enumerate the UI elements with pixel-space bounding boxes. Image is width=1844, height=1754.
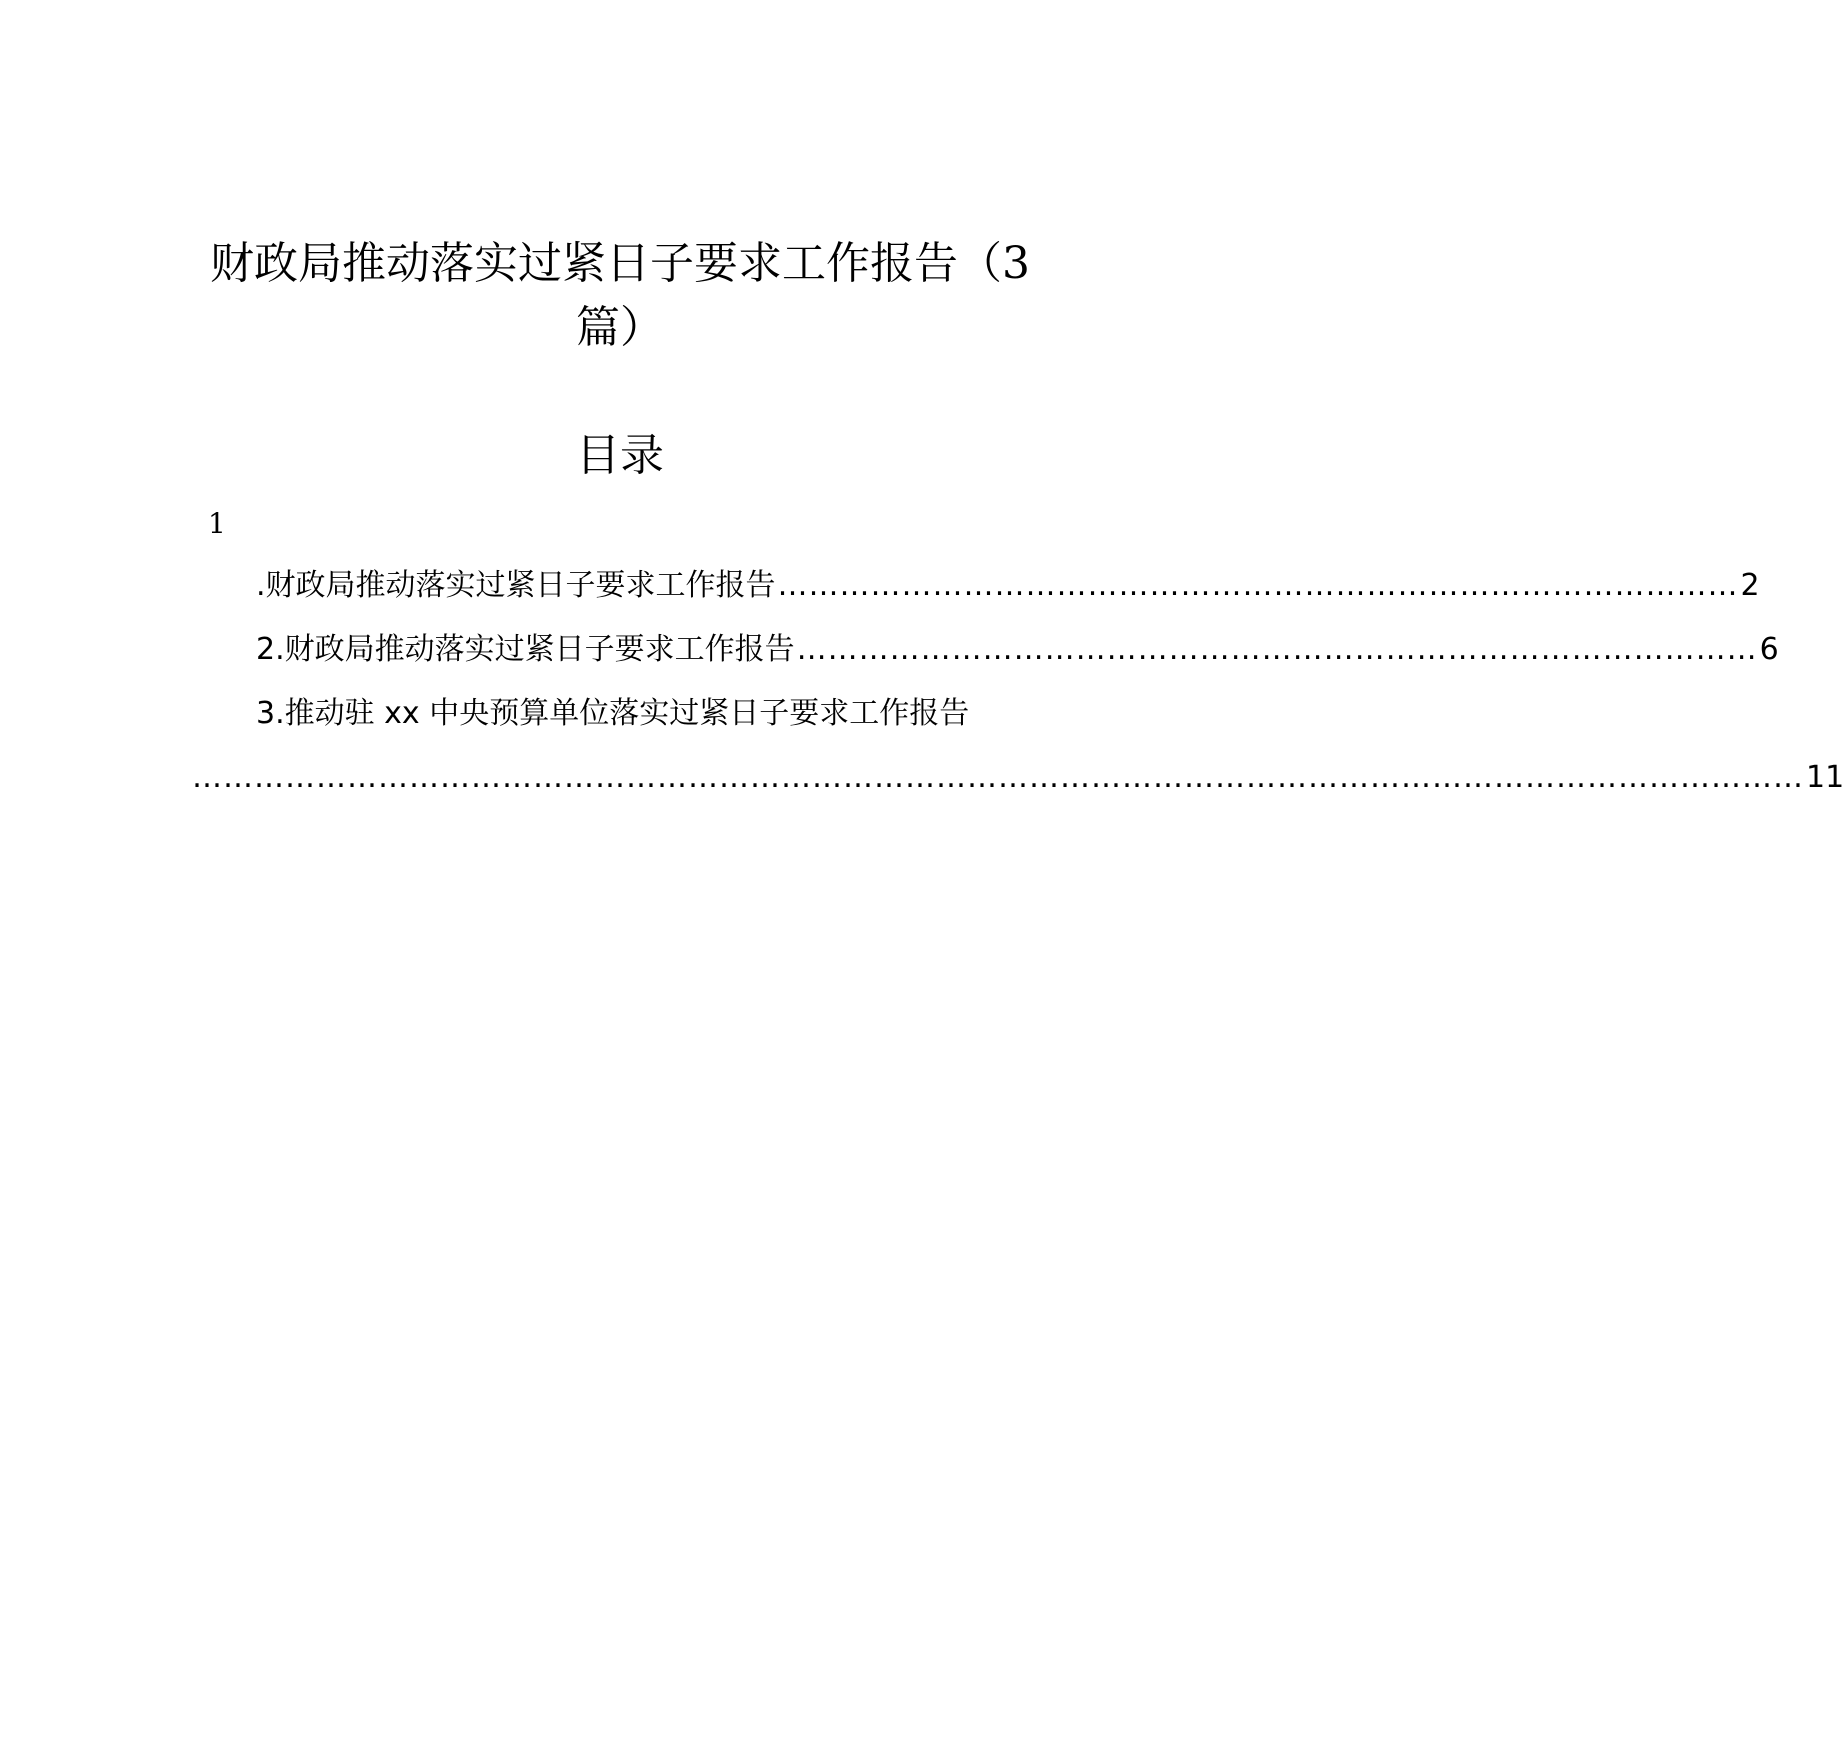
title-count: 3 xyxy=(1002,238,1030,289)
toc-leader-dots: ………………………………………………………………………………… xyxy=(796,632,1758,667)
toc-leader-dots: ………………………………………………………………………………… xyxy=(777,568,1739,603)
toc-leader-dots: ………………………………………………………………………………………………………………………………………… xyxy=(192,760,1804,795)
toc-page-number: 6 xyxy=(1759,632,1779,667)
toc-entry[interactable] xyxy=(256,694,1051,734)
toc-entry-label: 2.财政局推动落实过紧日子要求工作报告 xyxy=(256,632,795,667)
toc-page-number: 2 xyxy=(1740,568,1760,603)
toc-heading: 目录 xyxy=(576,430,664,481)
title-text: 财政局推动落实过紧日子要求工作报告（ xyxy=(210,238,1002,289)
toc-entry-label: .财政局推动落实过紧日子要求工作报告 xyxy=(256,568,776,603)
toc-entry[interactable] xyxy=(256,630,1779,670)
toc-entry-continuation[interactable] xyxy=(192,758,1844,798)
document-title-line-1 xyxy=(0,236,1240,292)
toc-page-number: 11 xyxy=(1806,760,1844,795)
toc-marker-number: 1 xyxy=(208,507,226,540)
toc-entry[interactable] xyxy=(256,566,1760,606)
document-title-line-2: 篇） xyxy=(576,302,664,353)
toc-entry-label: 3.推动驻 xx 中央预算单位落实过紧日子要求工作报告 xyxy=(256,696,970,731)
